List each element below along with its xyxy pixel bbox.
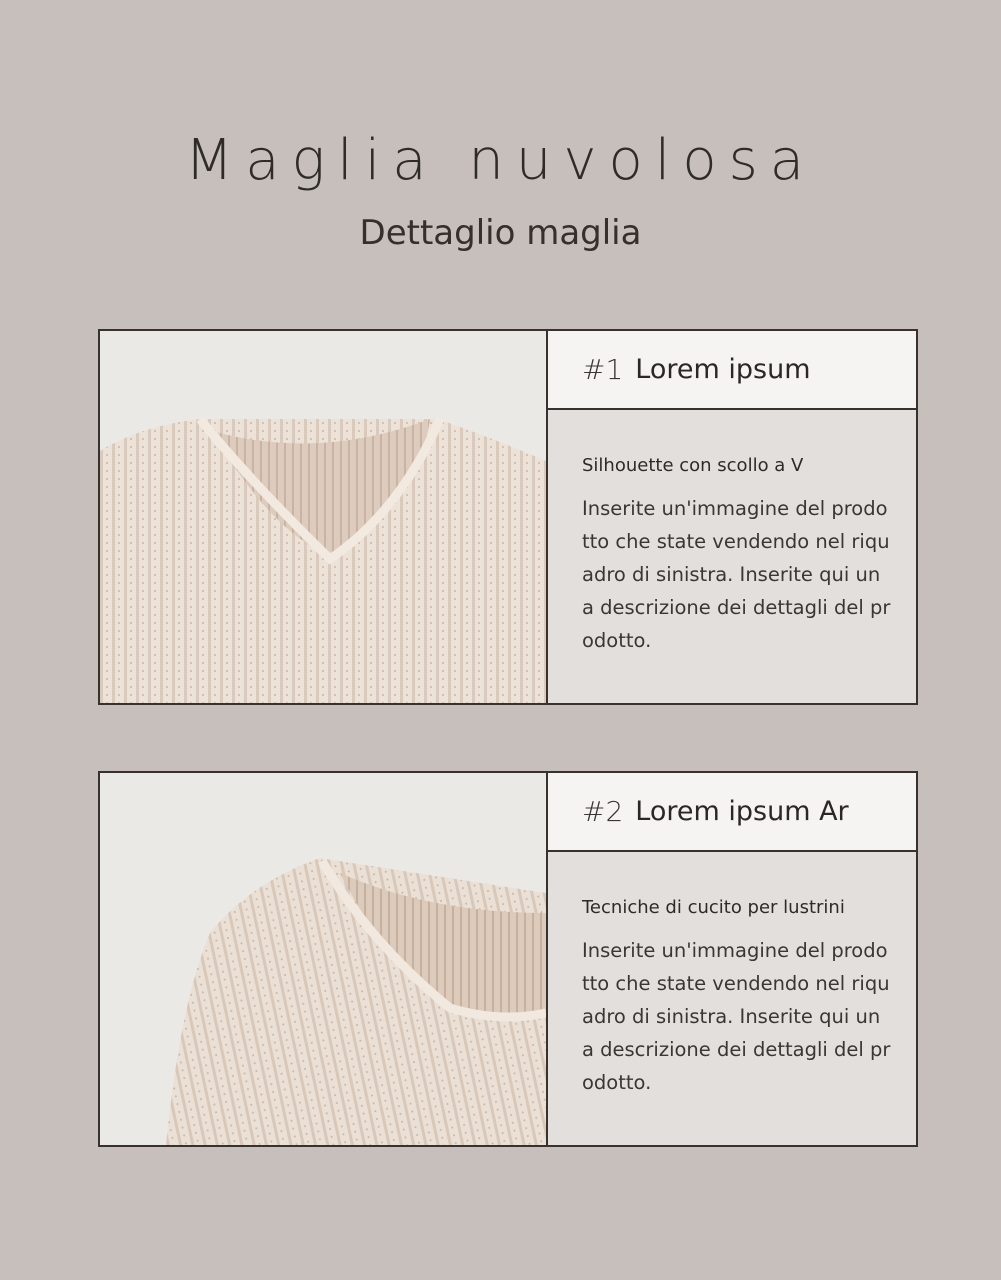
card-header [548,331,916,410]
card-description: Inserite un'immagine del prodotto che state vendendo nel riquadro di sinistra. Inserite qui una descrizione dei dettagli del prodotto. [582,939,891,1094]
card-name: Lorem ipsum Ar [635,796,849,827]
card-number: #1 [582,353,624,386]
card-body [548,412,916,703]
card-name: Lorem ipsum [635,354,811,385]
card-number: #2 [582,795,624,828]
sweater-neckline-photo [100,331,548,703]
card-feature: Silhouette con scollo a V [582,455,804,476]
card-feature: Tecniche di cucito per lustrini [582,897,845,918]
card-body [548,854,916,1145]
sweater-shoulder-photo [100,773,548,1145]
product-detail-card-2 [98,771,918,1147]
page-title: Maglia nuvolosa [184,128,817,193]
card-description: Inserite un'immagine del prodotto che state vendendo nel riquadro di sinistra. Inserite qui una descrizione dei dettagli del prodotto. [582,497,891,652]
product-detail-card-1 [98,329,918,705]
card-header [548,773,916,852]
page-subtitle: Dettaglio maglia [359,213,642,253]
